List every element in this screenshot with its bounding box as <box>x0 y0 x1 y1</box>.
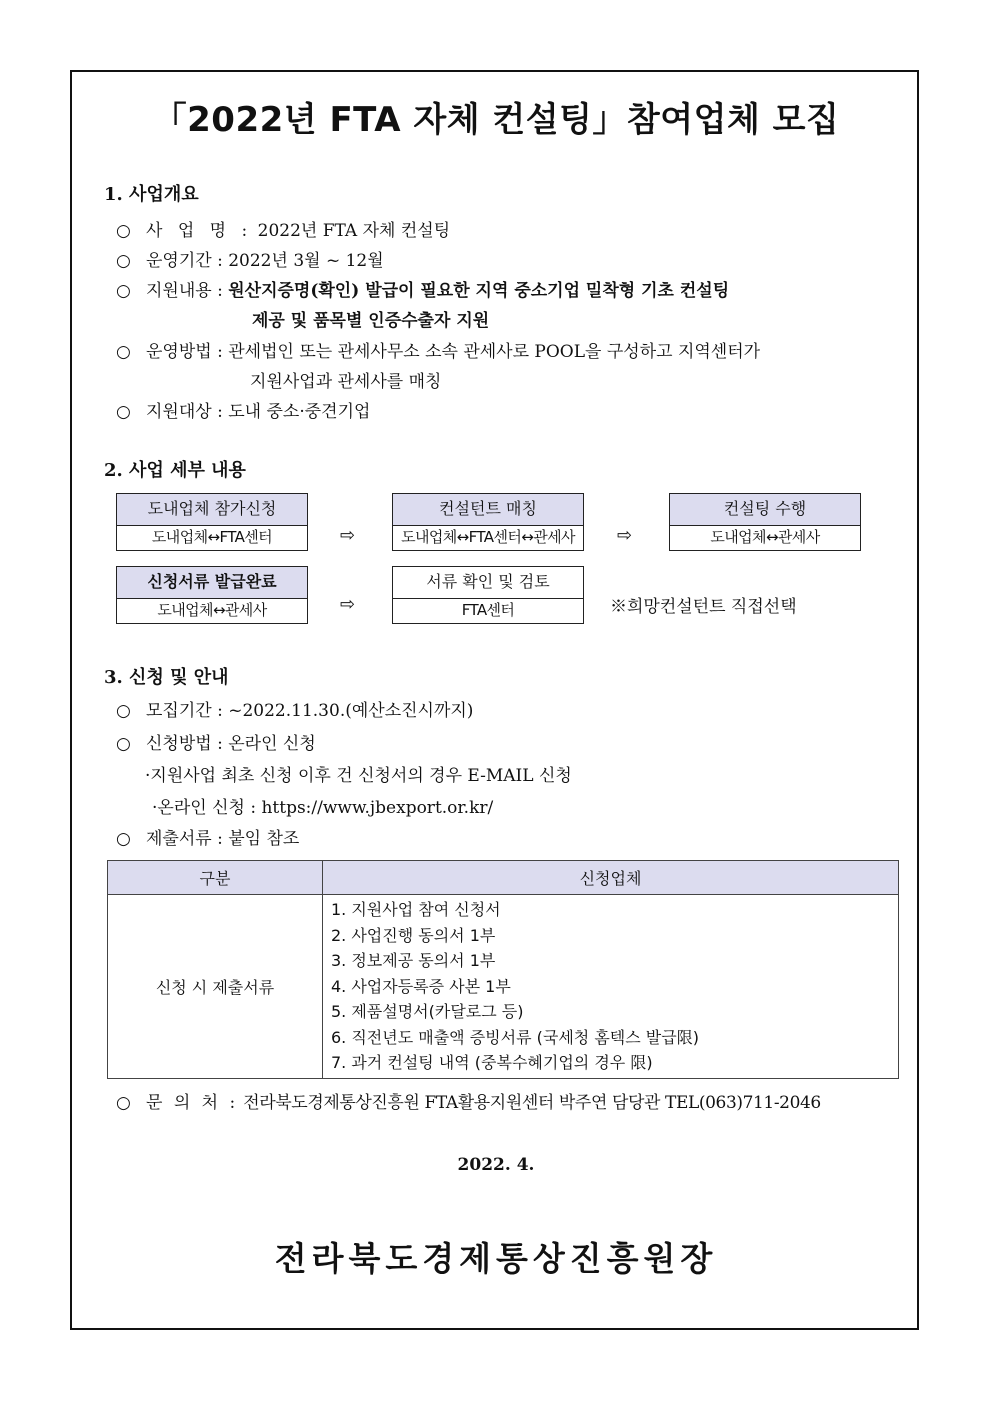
flow-step-consulting <box>669 493 861 551</box>
flow-step-title: 도내업체 참가신청 <box>117 494 307 526</box>
overview-target-row <box>116 397 370 422</box>
section1-heading: 1. 사업개요 <box>104 184 199 205</box>
table-row <box>108 895 899 1079</box>
flow-step-sub: 도내업체↔FTA센터 <box>151 528 273 546</box>
online-apply-link[interactable]: ·온라인 신청 : https://www.jbexport.or.kr/ <box>152 798 494 818</box>
row-label: 모집기간 : <box>146 701 223 721</box>
row-value: 붙임 참조 <box>228 829 300 849</box>
row-label: 제출서류 : <box>146 829 223 849</box>
bullet-icon: ○ <box>116 281 131 301</box>
row-value: ~2022.11.30.(예산소진시까지) <box>228 701 474 721</box>
bullet-icon: ○ <box>116 701 131 721</box>
row-label: 신청방법 : <box>146 734 223 754</box>
overview-operation-row-cont: 지원사업과 관세사를 매칭 <box>250 372 442 392</box>
table-header: 신청업체 <box>323 861 899 895</box>
row-value: 온라인 신청 <box>228 734 316 754</box>
flow-step-apply <box>116 493 308 551</box>
overview-operation-row <box>116 337 760 362</box>
row-value: 2022년 FTA 자체 컨설팅 <box>257 221 451 241</box>
table-items-cell <box>323 895 899 1079</box>
overview-period-row <box>116 246 384 271</box>
flow-step-sub: 도내업체↔관세사 <box>710 528 820 546</box>
email-apply-note: ·지원사업 최초 신청 이후 건 신청서의 경우 E-MAIL 신청 <box>145 766 572 786</box>
consultant-note: ※희망컨설턴트 직접선택 <box>610 597 797 617</box>
row-label: 지원내용 : <box>146 281 223 301</box>
bullet-icon: ○ <box>116 1093 131 1113</box>
contact-row <box>116 1088 821 1113</box>
overview-name-row <box>116 216 450 241</box>
flow-step-matching <box>392 493 584 551</box>
list-item: 5. 제품설명서(카달로그 등) <box>331 1002 524 1021</box>
bullet-icon: ○ <box>116 342 131 362</box>
row-label: 지원대상 : <box>146 402 223 422</box>
apply-method-row <box>116 729 316 754</box>
row-label: 사 업 명 : <box>146 221 253 241</box>
list-item: 3. 정보제공 동의서 1부 <box>331 951 496 970</box>
flow-step-sub: 도내업체↔관세사 <box>157 601 267 619</box>
flow-step-title: 컨설턴트 매칭 <box>393 494 583 526</box>
row-value: 도내 중소·중견기업 <box>228 402 371 422</box>
list-item: 1. 지원사업 참여 신청서 <box>331 900 501 919</box>
bullet-icon: ○ <box>116 221 131 241</box>
table-header-row <box>108 861 899 895</box>
overview-support-row-cont: 제공 및 품목별 인증수출자 지원 <box>252 311 490 331</box>
documents-table <box>107 860 899 1079</box>
documents-row <box>116 824 299 849</box>
row-label: 문 의 처 : <box>146 1093 239 1113</box>
flow-step-sub: 도내업체↔FTA센터↔관세사 <box>401 528 575 546</box>
row-value: 관세법인 또는 관세사무소 소속 관세사로 POOL을 구성하고 지역센터가 <box>228 342 761 362</box>
arrow-right-icon: ⇨ <box>340 525 356 546</box>
table-header: 구분 <box>108 861 323 895</box>
flow-step-sub: FTA센터 <box>461 601 515 619</box>
flow-step-title: 서류 확인 및 검토 <box>393 567 583 599</box>
row-label: 운영방법 : <box>146 342 223 362</box>
flow-step-issued <box>116 566 308 624</box>
bullet-icon: ○ <box>116 829 131 849</box>
list-item: 4. 사업자등록증 사본 1부 <box>331 976 511 996</box>
issuer-signature: 전라북도경제통상진흥원장 <box>274 1239 718 1278</box>
bullet-icon: ○ <box>116 402 131 422</box>
flow-step-review <box>392 566 584 624</box>
row-label: 운영기간 : <box>146 251 223 271</box>
row-value: 2022년 3월 ~ 12월 <box>228 251 384 271</box>
list-item: 6. 직전년도 매출액 증빙서류 (국세청 홈텍스 발급限) <box>331 1027 699 1047</box>
list-item: 2. 사업진행 동의서 1부 <box>331 925 496 945</box>
bullet-icon: ○ <box>116 251 131 271</box>
recruit-period-row <box>116 696 473 721</box>
overview-support-row <box>116 276 729 301</box>
row-value: 전라북도경제통상진흥원 FTA활용지원센터 박주연 담당관 TEL(063)711-2046 <box>243 1093 821 1113</box>
flow-step-title: 컨설팅 수행 <box>670 494 860 526</box>
table-category-cell: 신청 시 제출서류 <box>108 895 323 1079</box>
flow-step-title: 신청서류 발급완료 <box>117 567 307 599</box>
section3-heading: 3. 신청 및 안내 <box>104 667 229 688</box>
arrow-right-icon: ⇨ <box>340 594 356 615</box>
arrow-right-icon: ⇨ <box>617 525 633 546</box>
bullet-icon: ○ <box>116 734 131 754</box>
list-item: 7. 과거 컨설팅 내역 (중복수혜기업의 경우 限) <box>331 1053 653 1072</box>
row-value: 원산지증명(확인) 발급이 필요한 지역 중소기업 밀착형 기초 컨설팅 <box>228 281 730 301</box>
issue-date: 2022. 4. <box>457 1155 535 1175</box>
section2-heading: 2. 사업 세부 내용 <box>104 460 246 481</box>
page-title: 「2022년 FTA 자체 컨설팅」참여업체 모집 <box>152 100 840 140</box>
